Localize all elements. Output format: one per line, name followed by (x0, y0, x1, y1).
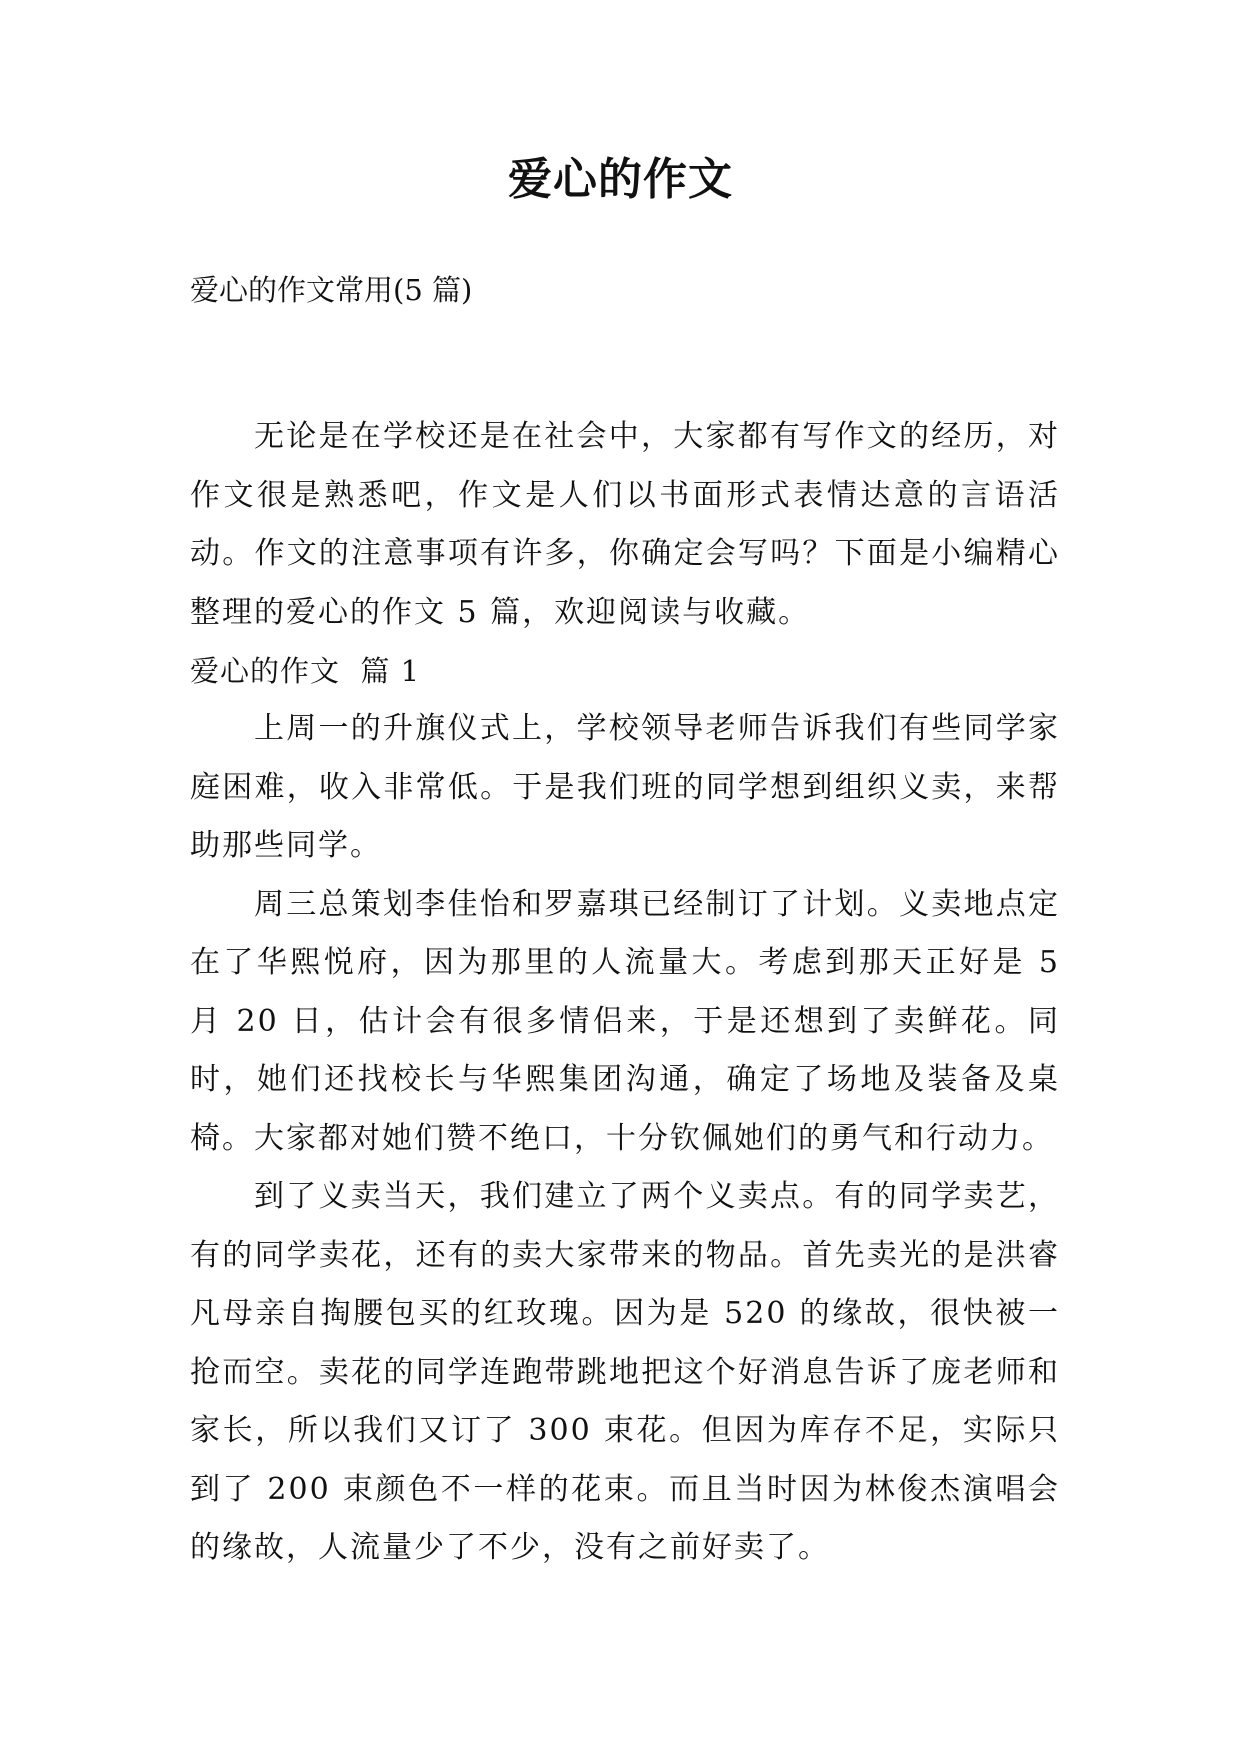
body-paragraph: 上周一的升旗仪式上，学校领导老师告诉我们有些同学家庭困难，收入非常低。于是我们班的同学想到组织义卖，来帮助那些同学。 (190, 711, 1060, 863)
document-subtitle: 爱心的作文常用(5 篇) (190, 273, 473, 307)
intro-paragraph: 无论是在学校还是在社会中，大家都有写作文的经历，对作文很是熟悉吧，作文是人们以书面形式表情达意的言语活动。作文的注意事项有许多，你确定会写吗？下面是小编精心整理的爱心的作文 5 篇，欢迎阅读与收藏。 (190, 419, 1060, 630)
document-body (190, 408, 1060, 1578)
section-heading: 爱心的作文 篇 1 (190, 654, 421, 688)
document-title: 爱心的作文 (508, 154, 733, 205)
body-paragraph: 周三总策划李佳怡和罗嘉琪已经制订了计划。义卖地点定在了华熙悦府，因为那里的人流量大。考虑到那天正好是 5 月 20 日，估计会有很多情侣来，于是还想到了卖鲜花。同时，她们还找校长与华熙集团沟通，确定了场地及装备及桌椅。大家都对她们赞不绝口，十分钦佩她们的勇气和行动力。 (190, 886, 1060, 1156)
body-paragraph: 到了义卖当天，我们建立了两个义卖点。有的同学卖艺，有的同学卖花，还有的卖大家带来的物品。首先卖光的是洪睿凡母亲自掏腰包买的红玫瑰。因为是 520 的缘故，很快被一抢而空。卖花的同学连跑带跳地把这个好消息告诉了庞老师和家长，所以我们又订了 300 束花。但因为库存不足，实际只到了 200 束颜色不一样的花束。而且当时因为林俊杰演唱会的缘故，人流量少了不少，没有之前好卖了。 (190, 1179, 1060, 1565)
